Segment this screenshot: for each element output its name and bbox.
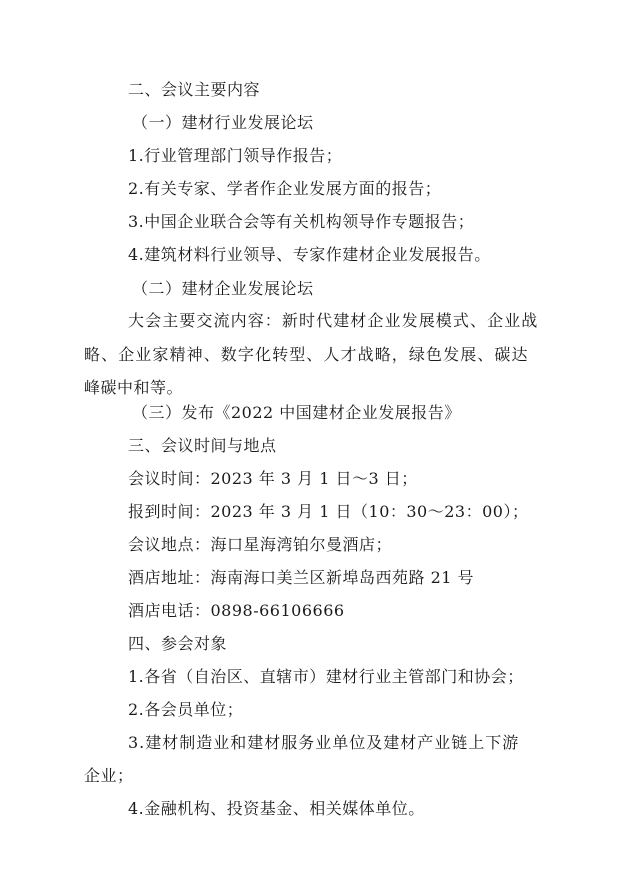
attendee-item-3-line-2: 企业； — [84, 766, 134, 785]
section-2-paragraph-line-2: 略、企业家精神、数字化转型、人才战略，绿色发展、碳达 — [84, 345, 529, 364]
section-2-subheading-1: （一）建材行业发展论坛 — [132, 113, 314, 132]
section-2-item-3: 3.中国企业联合会等有关机构领导作专题报告； — [128, 212, 475, 231]
section-2-item-1: 1.行业管理部门领导作报告； — [128, 146, 343, 165]
section-2-paragraph-line-3: 峰碳中和等。 — [84, 378, 184, 397]
hotel-address: 酒店地址：海南海口美兰区新埠岛西苑路 21 号 — [128, 568, 475, 587]
section-4-heading: 四、参会对象 — [128, 634, 228, 653]
meeting-venue: 会议地点：海口星海湾铂尔曼酒店； — [128, 535, 393, 554]
meeting-time: 会议时间：2023 年 3 月 1 日～3 日； — [128, 469, 418, 488]
section-2-item-4: 4.建筑材料行业领导、专家作建材企业发展报告。 — [128, 245, 491, 264]
registration-time: 报到时间：2023 年 3 月 1 日（10：30～23：00）； — [128, 502, 529, 521]
section-2-subheading-2: （二）建材企业发展论坛 — [132, 279, 314, 298]
hotel-phone: 酒店电话：0898-66106666 — [128, 601, 345, 620]
section-2-paragraph-line-1: 大会主要交流内容：新时代建材企业发展模式、企业战 — [128, 311, 539, 330]
attendee-item-2: 2.各会员单位； — [128, 700, 244, 719]
attendee-item-3-line-1: 3.建材制造业和建材服务业单位及建材产业链上下游 — [128, 733, 520, 752]
attendee-item-4: 4.金融机构、投资基金、相关媒体单位。 — [128, 799, 425, 818]
attendee-item-1: 1.各省（自治区、直辖市）建材行业主管部门和协会； — [128, 667, 524, 686]
section-3-heading: 三、会议时间与地点 — [128, 436, 277, 455]
section-2-item-2: 2.有关专家、学者作企业发展方面的报告； — [128, 179, 442, 198]
section-2-heading: 二、会议主要内容 — [128, 80, 261, 99]
section-2-subheading-3: （三）发布《2022 中国建材企业发展报告》 — [132, 403, 461, 422]
